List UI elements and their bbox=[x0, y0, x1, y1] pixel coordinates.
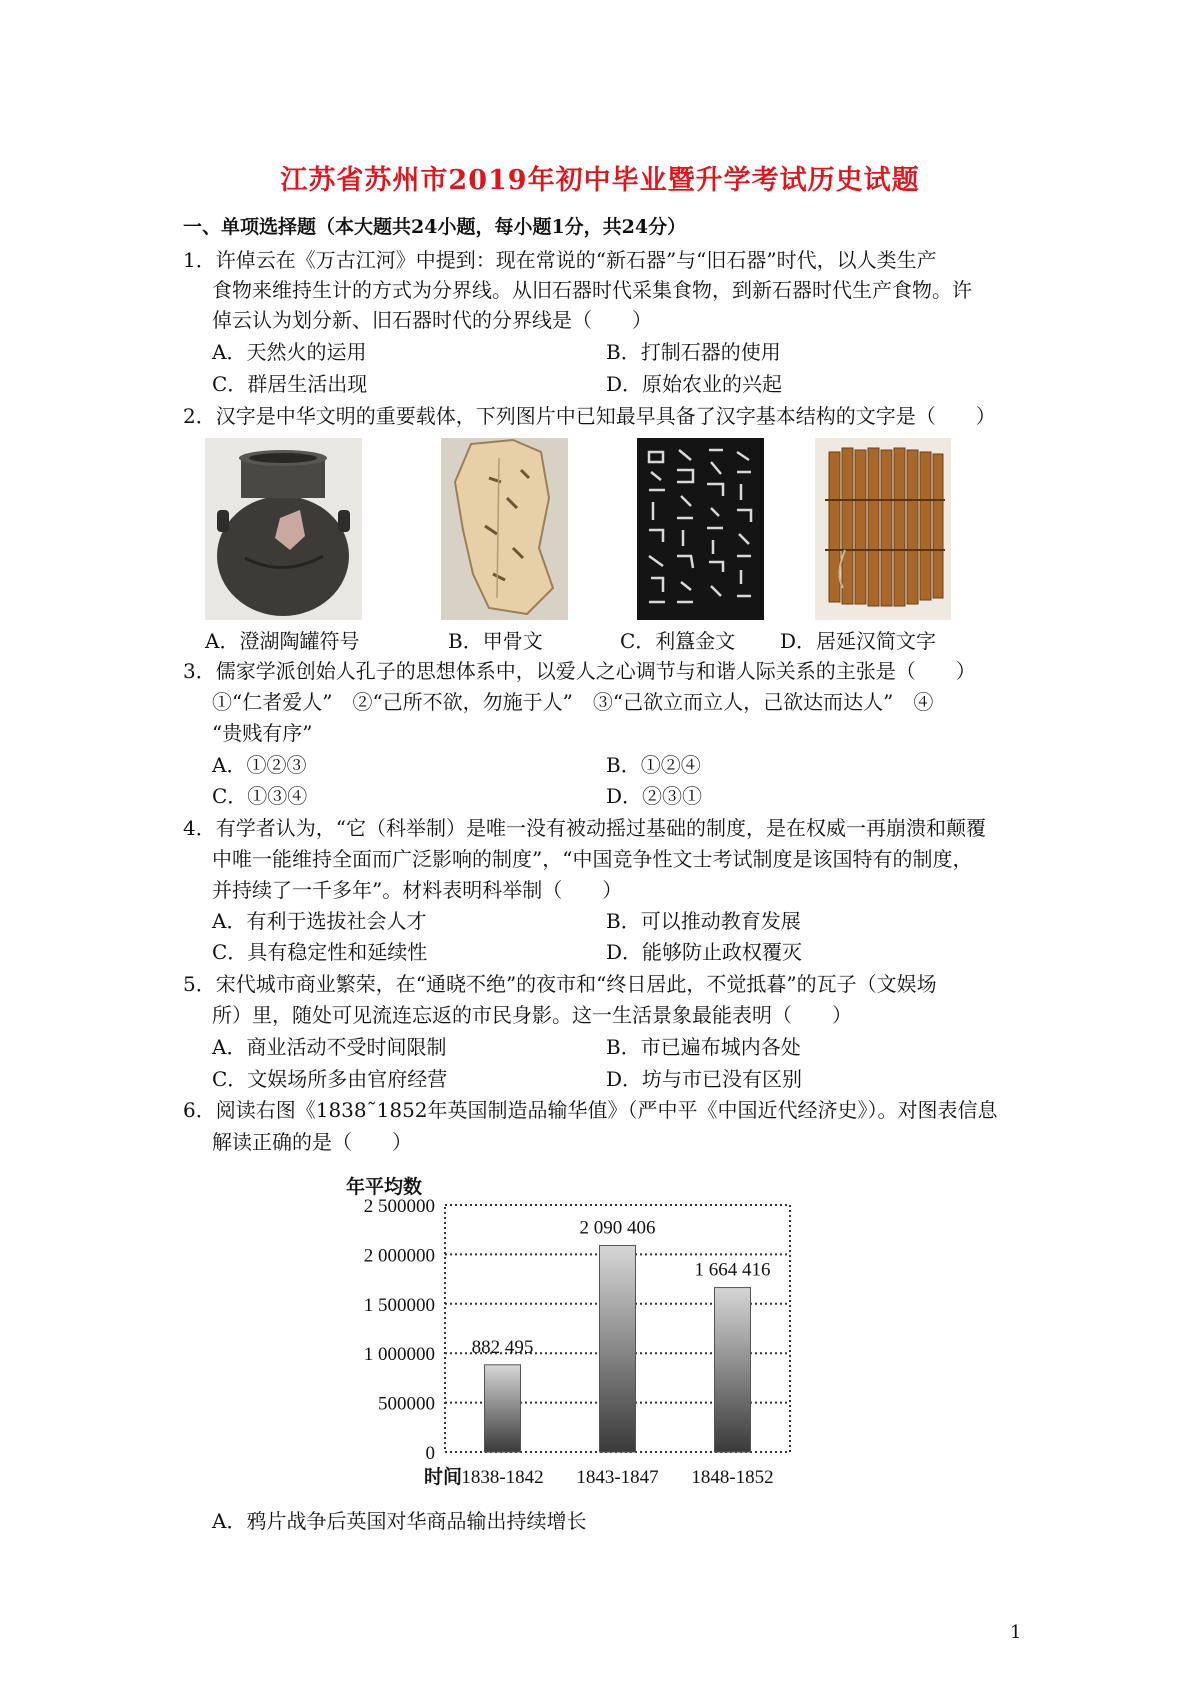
q6-line-2: 解读正确的是（ ） bbox=[212, 1130, 412, 1154]
chart-category-label: 1843-1847 bbox=[576, 1467, 659, 1488]
chart-category-label: 1838-1842 bbox=[461, 1467, 544, 1488]
q6-line-1: 6．阅读右图《1838˜1852年英国制造品输华值》（严中平《中国近代经济史》）。对图表信息 bbox=[183, 1098, 998, 1122]
q6-option-a: A．鸦片战争后英国对华商品输出持续增长 bbox=[212, 1509, 587, 1533]
oracle-bone-image bbox=[441, 438, 568, 620]
chart-ytick-label: 1 000000 bbox=[363, 1344, 435, 1366]
chart-ytick-label: 500000 bbox=[378, 1393, 435, 1415]
chart-ytick-label: 2 000000 bbox=[363, 1245, 435, 1267]
q3-line-2: ①“仁者爱人” ②“己所不欲，勿施于人” ③“己欲立而立人，己欲达而达人” ④ bbox=[212, 690, 934, 714]
q3-option-a: A．①②③ bbox=[212, 753, 307, 777]
q1-option-d: D．原始农业的兴起 bbox=[606, 372, 783, 396]
chart-value-label: 2 090 406 bbox=[579, 1217, 656, 1239]
q1-line-1: 1．许倬云在《万古江河》中提到：现在常说的“新石器”与“旧石器”时代，以人类生产 bbox=[183, 248, 937, 272]
q2-option-a: A．澄湖陶罐符号 bbox=[205, 629, 360, 653]
q4-option-a: A．有利于选拔社会人才 bbox=[212, 909, 427, 933]
section-heading: 一、单项选择题（本大题共24小题，每小题1分，共24分） bbox=[183, 216, 687, 238]
q5-option-b: B．市已遍布城内各处 bbox=[606, 1035, 801, 1059]
q1-line-3: 倬云认为划分新、旧石器时代的分界线是（ ） bbox=[212, 308, 652, 332]
q3-option-b: B．①②④ bbox=[606, 753, 701, 777]
chart-ytick-label: 0 bbox=[425, 1443, 435, 1464]
q5-line-2: 所）里，随处可见流连忘返的市民身影。这一生活景象最能表明（ ） bbox=[212, 1003, 852, 1027]
chart-value-label: 882 495 bbox=[471, 1336, 534, 1358]
q4-line-2: 中唯一能维持全面而广泛影响的制度”，“中国竞争性文士考试制度是该国特有的制度， bbox=[212, 847, 973, 871]
chart-bar bbox=[600, 1245, 636, 1452]
chart-bar bbox=[485, 1365, 521, 1452]
q2-option-b: B．甲骨文 bbox=[448, 629, 543, 653]
q5-option-d: D．坊与市已没有区别 bbox=[606, 1067, 803, 1091]
q1-option-c: C．群居生活出现 bbox=[212, 372, 368, 396]
q3-line-1: 3．儒家学派创始人孔子的思想体系中，以爱人之心调节与和谐人际关系的主张是（ ） bbox=[183, 659, 976, 683]
q1-option-b: B．打制石器的使用 bbox=[606, 340, 781, 364]
chart-value-label: 1 664 416 bbox=[694, 1259, 771, 1281]
q4-line-3: 并持续了一千多年”。材料表明科举制（ ） bbox=[212, 878, 623, 902]
q2-option-c: C．利簋金文 bbox=[620, 629, 736, 653]
q5-option-a: A．商业活动不受时间限制 bbox=[212, 1035, 447, 1059]
q2-line-1: 2．汉字是中华文明的重要载体，下列图片中已知最早具备了汉字基本结构的文字是（ ） bbox=[183, 404, 996, 428]
chart-ytick-label: 2 500000 bbox=[363, 1196, 435, 1217]
q4-option-d: D．能够防止政权覆灭 bbox=[606, 940, 803, 964]
page-number: 1 bbox=[1010, 1622, 1022, 1643]
q5-option-c: C．文娱场所多由官府经营 bbox=[212, 1067, 448, 1091]
q1-option-a: A．天然火的运用 bbox=[212, 340, 367, 364]
chart-ytick-label: 1 500000 bbox=[363, 1294, 435, 1316]
q4-option-c: C．具有稳定性和延续性 bbox=[212, 940, 428, 964]
exam-title: 江苏省苏州市2019年初中毕业暨升学考试历史试题 bbox=[280, 165, 920, 196]
bamboo-slips-image bbox=[815, 438, 951, 620]
q1-line-2: 食物来维持生计的方式为分界线。从旧石器时代采集食物，到新石器时代生产食物。许 bbox=[212, 278, 972, 302]
chart-xlabel: 时间 bbox=[424, 1467, 463, 1488]
q3-line-3: “贵贱有序” bbox=[212, 721, 313, 745]
q2-option-d: D．居延汉简文字 bbox=[780, 629, 937, 653]
bronze-inscription-image bbox=[637, 438, 764, 620]
q3-option-d: D．②③① bbox=[606, 784, 703, 808]
chart-category-label: 1848-1852 bbox=[691, 1467, 774, 1488]
chart-ylabel: 年平均数 bbox=[346, 1177, 423, 1198]
q3-option-c: C．①③④ bbox=[212, 784, 308, 808]
export-value-chart bbox=[320, 1160, 880, 1490]
q5-line-1: 5．宋代城市商业繁荣，在“通晓不绝”的夜市和“终日居此，不觉抵暮”的瓦子（文娱场 bbox=[183, 972, 937, 996]
q4-line-1: 4．有学者认为，“它（科举制）是唯一没有被动摇过基础的制度，是在权威一再崩溃和颠覆 bbox=[183, 816, 986, 840]
pottery-jar-image bbox=[205, 438, 362, 620]
chart-bar bbox=[715, 1288, 751, 1452]
q4-option-b: B．可以推动教育发展 bbox=[606, 909, 801, 933]
